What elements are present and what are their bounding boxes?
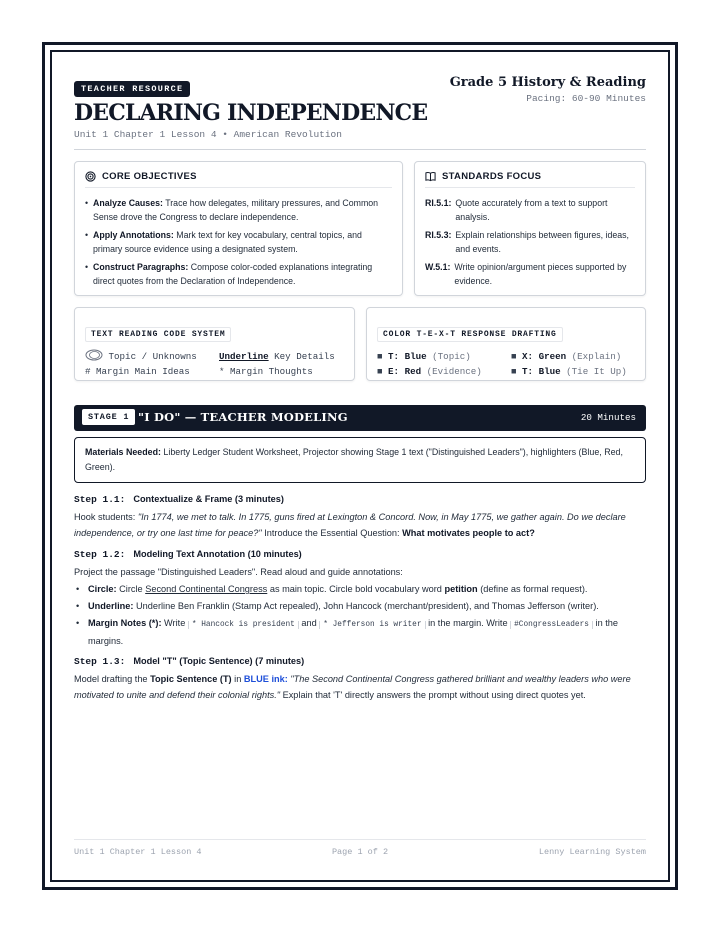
color-text-heading: COLOR T-E-X-T RESPONSE DRAFTING — [377, 327, 563, 342]
step-number: Step 1.3: — [74, 656, 126, 667]
grade-label: Grade 5 History & Reading — [449, 75, 646, 90]
step-title: Modeling Text Annotation (10 minutes) — [133, 549, 302, 559]
color-code-item: ■ X: Green (Explain) — [511, 351, 622, 362]
page-title: DECLARING INDEPENDENCE — [74, 100, 428, 126]
footer-left: Unit 1 Chapter 1 Lesson 4 — [74, 847, 202, 857]
footer-page-number: Page 1 of 2 — [331, 847, 389, 857]
book-icon — [425, 171, 436, 182]
stage-time: 20 Minutes — [580, 412, 636, 423]
core-objectives-title: CORE OBJECTIVES — [102, 171, 197, 182]
footer-divider — [74, 839, 646, 840]
margin-main-code: # Margin Main Ideas — [85, 366, 190, 377]
circle-icon — [85, 349, 103, 361]
underline-code: Underline Key Details — [219, 351, 335, 362]
step-1-1 — [74, 491, 646, 541]
list-item: • Apply Annotations: Mark text for key vocabulary, central topics, and primary source evidence using a designated system. — [85, 228, 392, 256]
materials-label: Materials Needed: — [85, 447, 161, 457]
materials-box — [74, 437, 646, 483]
list-item: • Construct Paragraphs: Compose color-coded explanations integrating direct quotes from the Declaration of Independence. — [85, 260, 392, 288]
color-code-item: ■ E: Red (Evidence) — [377, 366, 482, 377]
list-item: • Margin Notes (*): Write * Hancock is president and * Jefferson is writer in the margin. Write #CongressLeaders in the margins. — [74, 615, 646, 649]
step-1-2 — [74, 546, 646, 649]
standards-focus-heading — [425, 171, 635, 188]
teacher-resource-badge: TEACHER RESOURCE — [74, 81, 190, 97]
color-code-item: ■ T: Blue (Topic) — [377, 351, 471, 362]
color-text-grid — [377, 349, 635, 379]
annotation-list — [74, 581, 646, 649]
step-body: Model drafting the Topic Sentence (T) in BLUE ink: "The Second Continental Congress gathered brilliant and wealthy leaders who were motivated to unite and defend their colonial rights." Explain that 'T' directly answers the prompt without using direct quotes yet. — [74, 674, 631, 700]
step-title: Contextualize & Frame (3 minutes) — [133, 494, 284, 504]
list-item: • Underline: Underline Ben Franklin (Stamp Act repealed), John Hancock (merchant/president), and Thomas Jefferson (writer). — [74, 598, 646, 614]
standard-row: W.5.1: Write opinion/argument pieces supported by evidence. — [425, 262, 627, 286]
core-objectives-heading — [85, 171, 392, 188]
objectives-list — [85, 196, 392, 288]
reading-code-heading: TEXT READING CODE SYSTEM — [85, 327, 231, 342]
stage-pill: STAGE 1 — [82, 409, 135, 425]
standards-focus-title: STANDARDS FOCUS — [442, 171, 542, 182]
color-code-item: ■ T: Blue (Tie It Up) — [511, 366, 627, 377]
stage-header-bar — [74, 405, 646, 431]
step-body: Hook students: "In 1774, we met to talk. In 1775, guns fired at Lexington & Concord. Now, in May 1775, we gather again. Do we declare independence, or try one last time for peace?" Introduce the Essential Question: What motivates people to act? — [74, 512, 626, 538]
materials-text: Liberty Ledger Student Worksheet, Projector showing Stage 1 text ("Distinguished Leaders"), highlighters (Blue, Red, Green). — [85, 447, 623, 472]
standard-row: RI.5.3: Explain relationships between figures, ideas, and events. — [425, 230, 630, 254]
list-item: • Circle: Circle Second Continental Congress as main topic. Circle bold vocabulary word petition (define as formal request). — [74, 581, 646, 597]
reading-code-panel — [74, 307, 355, 381]
reading-code-grid — [85, 349, 344, 379]
step-intro: Project the passage "Distinguished Leaders". Read aloud and guide annotations: — [74, 567, 403, 577]
footer-right: Lenny Learning System — [538, 847, 646, 857]
header-divider — [74, 149, 646, 150]
target-icon — [85, 171, 96, 182]
stage-title: "I DO" — TEACHER MODELING — [138, 410, 348, 424]
pacing-label: Pacing: 60-90 Minutes — [526, 93, 646, 104]
core-objectives-panel — [74, 161, 403, 296]
standard-row: RI.5.1: Quote accurately from a text to support analysis. — [425, 198, 608, 222]
list-item: • Analyze Causes: Trace how delegates, military pressures, and Common Sense drove the Congress to declare independence. — [85, 196, 392, 224]
step-1-3 — [74, 653, 646, 703]
step-title: Model "T" (Topic Sentence) (7 minutes) — [133, 656, 305, 666]
step-number: Step 1.1: — [74, 494, 126, 505]
lesson-subtitle: Unit 1 Chapter 1 Lesson 4 • American Revolution — [74, 129, 342, 140]
margin-thoughts-code: * Margin Thoughts — [219, 366, 313, 377]
standards-focus-panel — [414, 161, 646, 296]
step-number: Step 1.2: — [74, 549, 126, 560]
color-text-panel — [366, 307, 646, 381]
topic-code: Topic / Unknowns — [85, 349, 219, 364]
